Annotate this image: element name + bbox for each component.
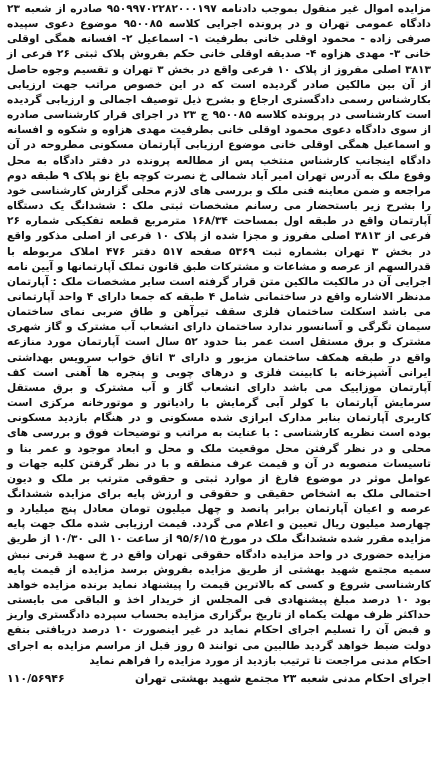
notice-body-text: مزایده اموال غیر منقول بموجب دادنامه ۹۵۰۹۹۷۰۲۲۸۲۰۰۰۱۹۷ صادره از شعبه ۲۳ دادگاه عمومی تهران و در پرونده اجرایی کلاسه ۹۵۰۰۸۵ موضوع دعوی سپیده صرفی زاده - محمود اوقلی خانی بطرفیت ۱- اسماعیل ۲- افسانه همگی اوقلی خانی ۳- مهدی هزاوه ۴- صدیقه اوقلی خانی حکم بفروش پلاک ثبتی ۲۶ فرعی از ۳۸۱۳ اصلی مفروز از پلاک ۱۰ فرعی واقع در بخش ۳ تهران و تقسیم وجوه حاصل از آن بین مالکین صادر گردیده است که در این خصوص مراتب جهت ارزیابی بکارشناس رسمی دادگستری ارجاع و بشرح ذیل توصیف اجمالی و ارزیابی گردیده است کارشناسی در پرونده کلاسه ۹۵۰۰۸۵ ج ۲۳ در اجرای قرار کارشناسی صادره از سوی دادگاه دعوی محمود اوقلی خانی بطرفیت مهدی هزاوه و شکوه و افسانه و اسماعیل همگی اوقلی خانی موضوع ارزیابی آپارتمان مسکونی مطروحه در آن دادگاه اینجانب کارشناس منتخب پس از مطالعه پرونده در دفتر دادگاه به محل وقوع ملک به آدرس تهران امیر آباد شمالی خ نصرت کوچه باغ نو پلاک ۹ طبقه دوم مراجعه و ضمن معاینه فنی ملک و بررسی های لازم محلی گزارش کارشناسی خود را بشرح زیر باستحضار می رسانم مشخصات ثبتی ملک : ششدانگ یک دستگاه آپارتمان واقع در طبقه اول بمساحت ۱۶۸/۳۴ مترمربع قطعه تفکیکی شماره ۲۶ فرعی از ۳۸۱۳ اصلی مفروز و مجزا شده از پلاک ۱۰ فرعی از اصلی مذکور واقع در بخش ۳ تهران بشماره ثبت ۵۳۶۹ صفحه ۵۱۷ دفتر ۴۷۶ املاک مربوطه با قدرالسهم از عرصه و مشاعات و مشترکات طبق قانون تملک آپارتمانها و آیین نامه اجرایی آن در مالکیت مالکین متن قرار گرفته است سایر مشخصات ملک : آپارتمان مدنظر الاشاره واقع در ساختمانی شامل ۴ طبقه که جمعا دارای ۴ واحد آپارتمانی می باشد اسکلت ساختمان فلزی سقف تیرآهن و طاق ضربی نمای ساختمان سیمان تگرگی و آسانسور ندارد ساختمان دارای انشعاب آب مشترک و گاز شهری مشترک و برق مستقل است عمر بنا حدود ۵۲ سال است آپارتمان مورد منازعه واقع در طبقه همکف ساختمان مزبور و دارای ۳ اتاق خواب سرویس بهداشتی ایرانی آشپزخانه با کابینت فلزی و درهای چوبی و پنجره ها آهنی است کف آپارتمان موزاییک می باشد دارای انشعاب گاز و آب مشترک و برق مستقل سرمایش آپارتمان با کولر آبی گرمایش با رادیاتور و موتورخانه مرکزی است کاربری آپارتمان بنابر مدارک ابرازی شده مسکونی و در هنگام بازدید مسکونی بوده است نظریه کارشناسی : با عنایت به مراتب و توضیحات فوق و بررسی های محلی و در نظر گرفتن محل موقعیت ملک و محل و ابعاد موجود و عمر بنا و تاسیسات منصوبه در آن و قیمت عرف منطقه و با در نظر گرفتن کلیه جهات و عوامل موثر در موضوع فارغ از موارد ثبتی و حقوقی مترتب بر ملک و دیون احتمالی ملک به اشخاص حقیقی و حقوقی و ارزش پایه برای مزایده ششدانگ عرصه و اعیان آپارتمان برابر پانصد و چهل میلیون تومان معادل پنج میلیارد و چهارصد میلیون ریال تعیین و اعلام می گردد. قیمت ارزیابی شده ملک جهت پایه مزایده مقرر شده ششدانگ ملک در مورخ ۹۵/۶/۱۵ از ساعت ۱۰ الی ۱۰/۳۰ از طریق مزایده حضوری در واحد مزایده دادگاه حقوقی تهران واقع در خ سهید قرنی نبش سمیه مجتمع شهید بهشتی از طریق مزایده بفروش برسد مزایده از قیمت پایه کارشناسی شروع و کسی که بالاترین قیمت را پیشنهاد نماید برنده مزایده خواهد بود ۱۰ درصد مبلغ پیشنهادی فی المجلس از خریدار اخذ و الباقی می بایستی حداکثر ظرف مهلت یکماه از تاریخ برگزاری مزایده بحساب سپرده دادگستری واریز و قبض آن را تسلیم اجرای احکام نماید در غیر اینصورت ۱۰ درصد دریافتی بنفع دولت ضبط خواهد گردید طالبین می توانند ۵ روز قبل از مراسم مزایده به اجرای احکام مدنی مراجعت تا ترتیب بازدید از مورد مزایده را فراهم نماید — [7, 3, 432, 667]
footer-signature: اجرای احکام مدنی شعبه ۲۳ مجتمع شهید بهشتی تهران — [134, 671, 431, 685]
footer-code: ۱۱۰/۵۶۹۴۶ — [7, 671, 65, 685]
auction-notice — [4, 2, 434, 776]
notice-footer — [7, 671, 431, 687]
